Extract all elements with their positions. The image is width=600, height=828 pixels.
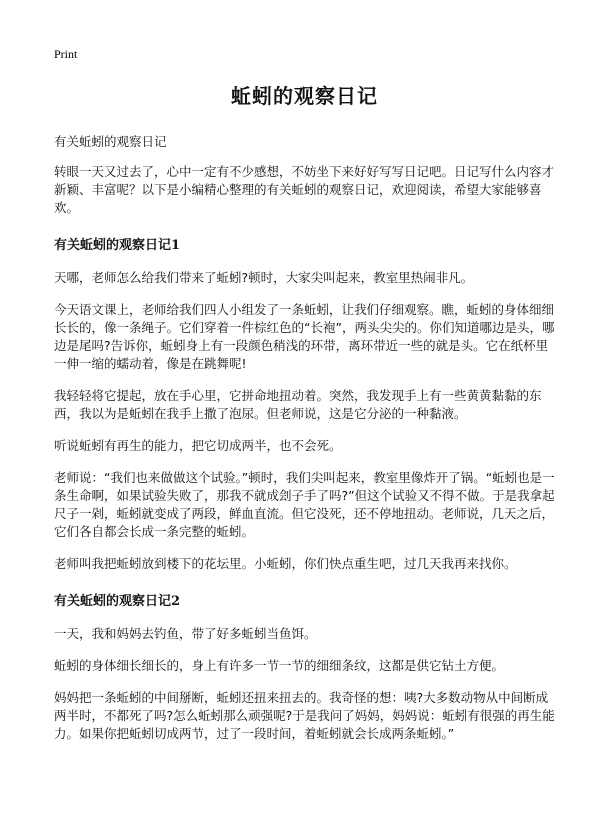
section-2-paragraph-2: 蚯蚓的身体细长细长的，身上有许多一节一节的细细条纹，这都是供它钻土方便。 (54, 658, 505, 673)
print-link[interactable]: Print (54, 47, 78, 61)
document-subtitle: 有关蚯蚓的观察日记 (54, 134, 167, 149)
section-1-paragraph-4: 听说蚯蚓有再生的能力，把它切成两半，也不会死。 (54, 438, 342, 453)
section-2-paragraph-1: 一天，我和妈妈去钓鱼，带了好多蚯蚓当鱼饵。 (54, 626, 317, 641)
section-1-paragraph-1: 天哪，老师怎么给我们带来了蚯蚓?顿时，大家尖叫起来，教室里热闹非凡。 (54, 270, 474, 285)
section-1-paragraph-5: 老师说：“我们也来做做这个试验。”顿时，我们尖叫起来，教室里像炸开了锅。“蚯蚓也是一条生命啊，如果试验失败了，那我不就成刽子手了吗?”但这个试验又不得不做。于是我拿起尺子一剁，蚯蚓就变成了两段，鲜血直流。但它没死，还不停地扭动。老师说，几天之后，它们各自都会长成一条完整的蚯蚓。 (54, 470, 555, 539)
section-1-paragraph-6: 老师叫我把蚯蚓放到楼下的花坛里。小蚯蚓，你们快点重生吧，过几天我再来找你。 (54, 556, 517, 571)
page-title: 蚯蚓的观察日记 (231, 84, 378, 108)
intro-paragraph: 转眼一天又过去了，心中一定有不少感想，不妨坐下来好好写写日记吧。日记写什么内容才新颖、丰富呢？以下是小编精心整理的有关蚯蚓的观察日记，欢迎阅读，希望大家能够喜欢。 (54, 164, 555, 215)
section-1-paragraph-3: 我轻轻将它提起，放在手心里，它拼命地扭动着。突然，我发现手上有一些黄黄黏黏的东西，我以为是蚯蚓在我手上撒了泡尿。但老师说，这是它分泌的一种黏液。 (54, 388, 542, 421)
section-heading-1: 有关蚯蚓的观察日记1 (54, 238, 181, 253)
section-1-paragraph-2: 今天语文课上，老师给我们四人小组发了一条蚯蚓，让我们仔细观察。瞧，蚯蚓的身体细细长长的，像一条绳子。它们穿着一件棕红色的“长袍”，两头尖尖的。你们知道哪边是头，哪边是尾吗?告诉你，蚯蚓身上有一段颜色稍浅的环带，离环带近一些的就是头。它在纸杯里一伸一缩的蠕动着，像是在跳舞呢! (54, 302, 555, 371)
section-heading-2: 有关蚯蚓的观察日记2 (54, 594, 181, 609)
section-2-paragraph-3: 妈妈把一条蚯蚓的中间掰断，蚯蚓还扭来扭去的。我奇怪的想：咦?大多数动物从中间断成两半时，不都死了吗?怎么蚯蚓那么顽强呢?于是我问了妈妈，妈妈说：蚯蚓有很强的再生能力。如果你把蚯蚓切成两节，过了一段时间，着蚯蚓就会长成两条蚯蚓。” (54, 690, 555, 741)
